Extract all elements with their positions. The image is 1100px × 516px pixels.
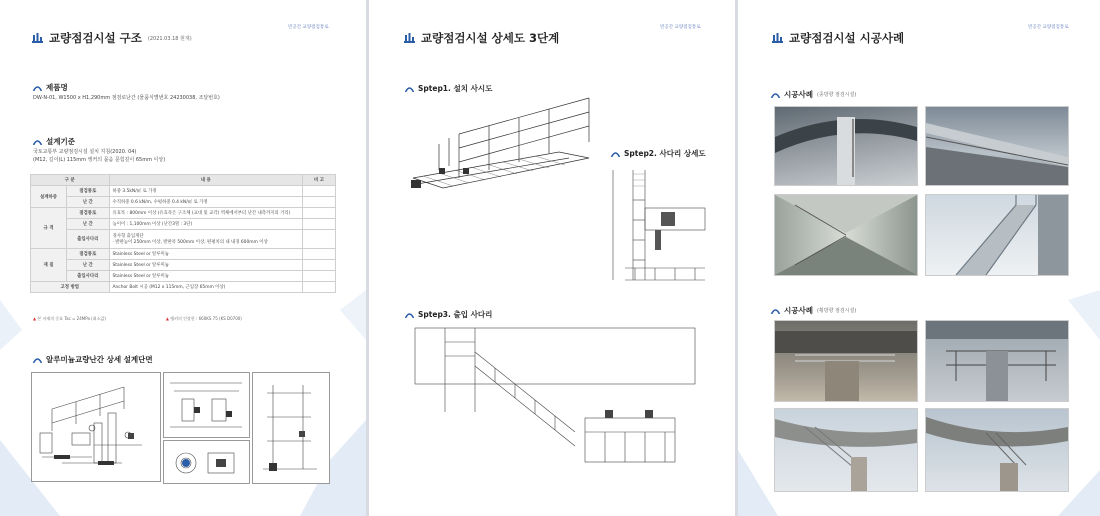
case2-heading: 시공사례 (횡방향 점검시설) [771, 305, 856, 316]
drawing-panel-main [31, 372, 161, 482]
table-content-cell: 경사형 출입계단 · 발판높이 250mm 이상, 발판폭 500mm 이상, 편평치의 내 내경 600mm 이상 [109, 230, 302, 249]
product-text: DW-N-01, W1500 x H1,290mm 점검로난간 (물품식별번호 24230038, 조달번호) [33, 95, 220, 101]
brand-label: 빈공간 교량점검통로 [288, 25, 329, 30]
table-item-cell: 난 간 [67, 260, 109, 271]
bridge-logo-icon [404, 33, 415, 43]
table-item-cell: 출입사다리 [67, 230, 109, 249]
arch-icon [405, 86, 414, 92]
table-content-cell: Anchor Bolt 시공 (M12 x 115mm, 근입장 65mm 이상) [109, 282, 302, 293]
table-content-cell: Stainless Steel or 알루미늄 [109, 260, 302, 271]
case1-heading: 시공사례 (종방향 점검시설) [771, 89, 856, 100]
table-content-cell: Stainless Steel or 알루미늄 [109, 249, 302, 260]
table-item-cell: 난 간 [67, 219, 109, 230]
table-content-cell: 높이이 : 1,100mm 이상 (난간3열 : 3단) [109, 219, 302, 230]
drawing-panel-top [163, 372, 250, 438]
drawing-panel-side [252, 372, 330, 484]
table-content-cell: Stainless Steel or 알루미늄 [109, 271, 302, 282]
title-text: 교량점검시설 구조 [49, 31, 142, 45]
product-heading: 제품명 [33, 82, 68, 93]
page-detail [369, 0, 735, 516]
drawing-heading: 알루미늄교량난간 상세 설계단면 [33, 354, 153, 365]
design-line2: (M12, 길이(L) 115mm 앵커의 묻음 문힘깊이 65mm 이상) [33, 157, 166, 163]
table-group-cell: 규 격 [31, 208, 67, 249]
arch-icon [611, 151, 620, 157]
table-item-cell: 출입사다리 [67, 271, 109, 282]
table-content-cell: 하중 3.5kN/㎡ 로 가정 [109, 186, 302, 197]
design-heading: 설계기준 [33, 136, 75, 147]
brand-label: 빈공간 교량점검통로 [660, 25, 701, 30]
table-item-cell: 점검통로 [67, 208, 109, 219]
table-group-cell: 설계하중 [31, 186, 67, 208]
table-content-cell: 수직하중 0.6 kN/m, 수평하중 0.4 kN/㎡ 로 가정 [109, 197, 302, 208]
table-notes: ▲ 본 자재의 중요 Tac = 24MPa (최소값) ▲ 앵커의 인장한 : 660KS 75 (KS D0700) [33, 316, 242, 321]
table-item-cell: 점검통로 [67, 249, 109, 260]
brand-label: 빈공간 교량점검통로 [1028, 25, 1069, 30]
step1-heading: Sptep1. 설치 사시도 [405, 83, 492, 94]
table-content-cell: 유효폭 : 800mm 이상 (유효폭은 구조체 (교대 및 교각) 벽체에서부터 난간 내측까지의 거리) [109, 208, 302, 219]
table-header: 구 분 [31, 175, 110, 186]
table-item-cell: 난 간 [67, 197, 109, 208]
entry-ladder-drawing [405, 322, 705, 492]
design-line1: 국토교통부 교량점검시설 설치 지침(2020. 04) [33, 149, 137, 155]
decor-background [738, 0, 1100, 516]
page-title [404, 30, 559, 46]
step2-heading: Sptep2. 사다리 상세도 [611, 148, 706, 159]
perspective-drawing [409, 96, 599, 206]
ladder-detail-drawing [605, 160, 725, 290]
table-group-cell: 고정 방법 [31, 282, 110, 293]
page-cases [738, 0, 1100, 516]
title-text: 교량점검시설 상세도 3단계 [421, 31, 560, 45]
table-group-cell: 재 질 [31, 249, 67, 282]
table-header: 비 고 [303, 175, 336, 186]
drawing-panel-bottom [163, 440, 250, 484]
table-item-cell: 점검통로 [67, 186, 109, 197]
railing-section-drawing [32, 373, 160, 481]
title-text: 교량점검시설 시공사례 [789, 31, 905, 45]
title-date: (2021.03.18 현재) [147, 35, 192, 42]
step3-heading: Sptep3. 출입 사다리 [405, 309, 492, 320]
table-header: 내 용 [109, 175, 302, 186]
arch-icon [405, 312, 414, 318]
page-structure [0, 0, 366, 516]
